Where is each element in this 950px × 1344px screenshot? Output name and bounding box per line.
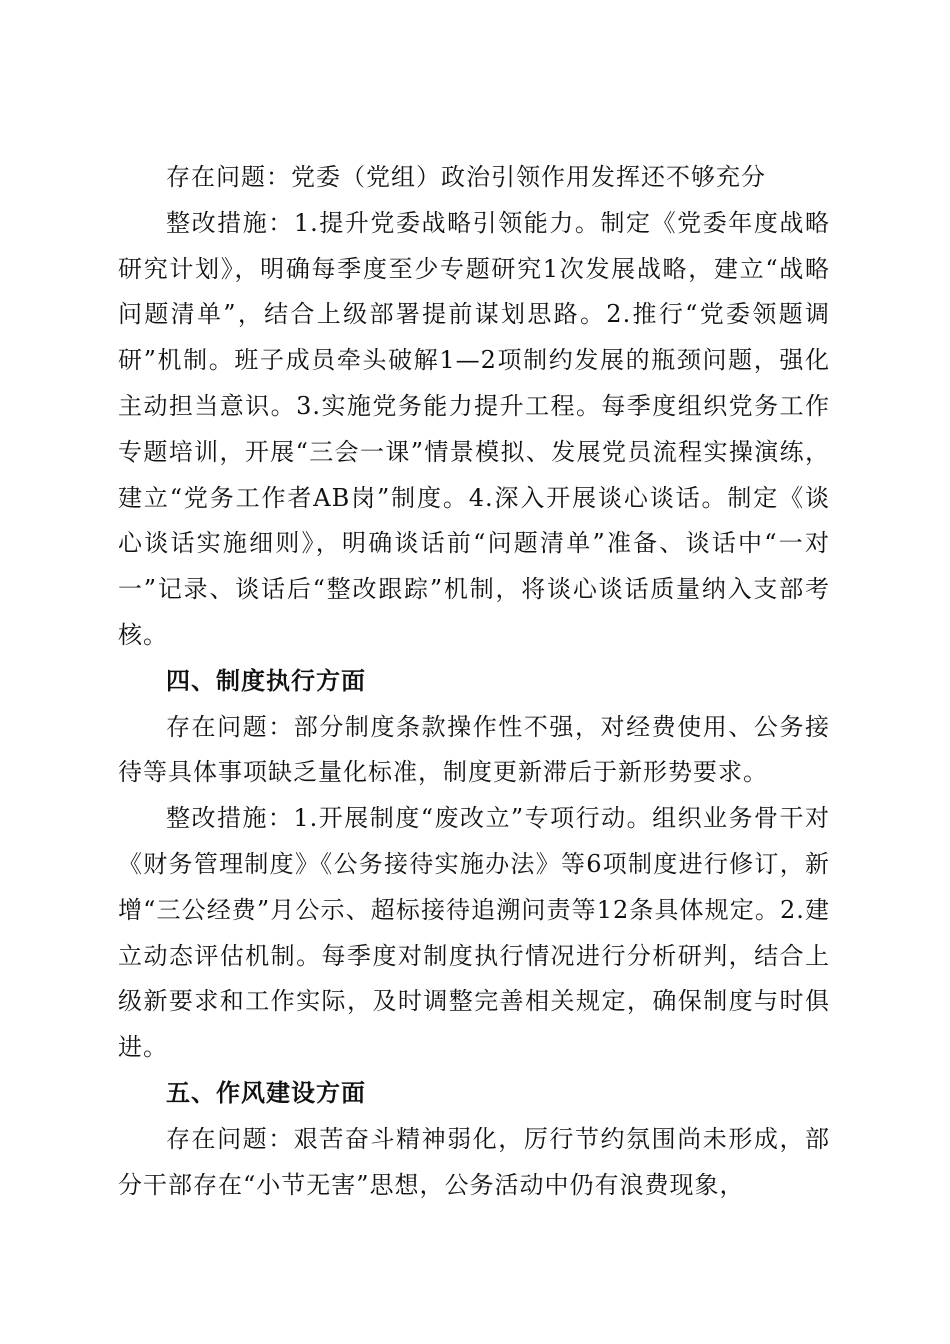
problem-paragraph: 存在问题：党委（党组）政治引领作用发挥还不够充分 bbox=[166, 163, 766, 191]
problem-paragraph: 存在问题：部分制度条款操作性不强，对经费使用、公务接待等具体事项缺乏量化标准，制度更新滞后于新形势要求。 bbox=[118, 712, 830, 787]
problem-paragraph: 存在问题：艰苦奋斗精神弱化，厉行节约氛围尚未形成，部分干部存在“小节无害”思想，公务活动中仍有浪费现象， bbox=[118, 1124, 830, 1199]
measures-paragraph: 整改措施：1.开展制度“废改立”专项行动。组织业务骨干对《财务管理制度》《公务接待实施办法》等6项制度进行修订，新增“三公经费”月公示、超标接待追溯问责等12条具体规定。2.建立动态评估机制。每季度对制度执行情况进行分析研判，结合上级新要求和工作实际，及时调整完善相关规定，确保制度与时俱进。 bbox=[118, 804, 830, 1062]
section-heading: 五、作风建设方面 bbox=[166, 1078, 366, 1107]
document-body bbox=[118, 155, 830, 1208]
measures-paragraph: 整改措施：1.提升党委战略引领能力。制定《党委年度战略研究计划》，明确每季度至少专题研究1次发展战略，建立“战略问题清单”，结合上级部署提前谋划思路。2.推行“党委领题调研”机制。班子成员牵头破解1—2项制约发展的瓶颈问题，强化主动担当意识。3.实施党务能力提升工程。每季度组织党务工作专题培训，开展“三会一课”情景模拟、发展党员流程实操演练，建立“党务工作者AB岗”制度。4.深入开展谈心谈话。制定《谈心谈话实施细则》，明确谈话前“问题清单”准备、谈话中“一对一”记录、谈话后“整改跟踪”机制，将谈心谈话质量纳入支部考核。 bbox=[118, 208, 830, 649]
section-heading: 四、制度执行方面 bbox=[166, 666, 366, 695]
